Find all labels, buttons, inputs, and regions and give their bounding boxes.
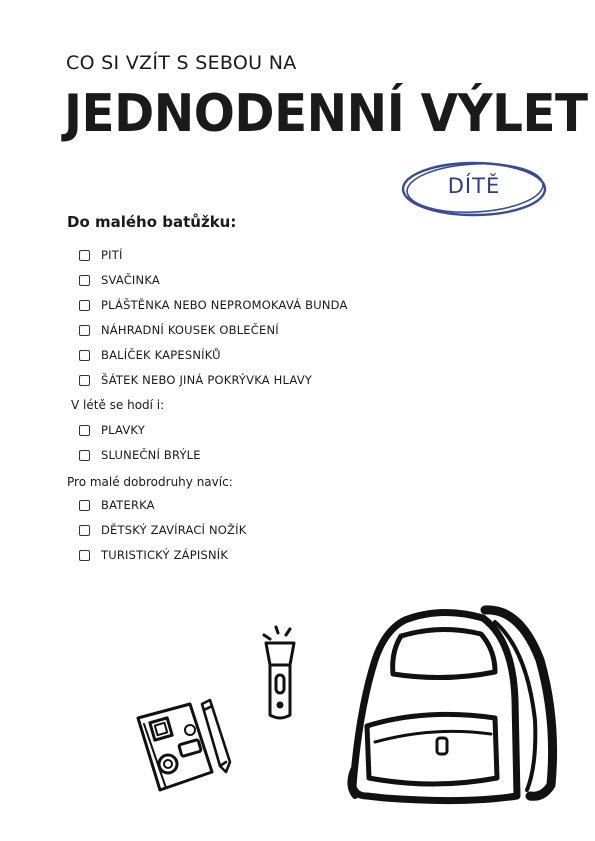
item-label: SVAČINKA [101, 273, 160, 287]
checkbox[interactable] [79, 325, 90, 336]
item-label: BATERKA [101, 498, 155, 512]
item-label: PLÁŠTĚNKA NEBO NEPROMOKAVÁ BUNDA [101, 298, 348, 312]
pencil-icon [196, 696, 236, 776]
checklist-item[interactable] [79, 497, 155, 513]
item-label: SLUNEČNÍ BRÝLE [101, 448, 201, 462]
section-heading-backpack: Do malého batůžku: [67, 213, 237, 231]
checklist-item[interactable] [79, 372, 312, 388]
checklist-item[interactable] [79, 422, 145, 438]
checkbox[interactable] [79, 450, 90, 461]
checkbox[interactable] [79, 350, 90, 361]
checkbox[interactable] [79, 300, 90, 311]
checklist-item[interactable] [79, 322, 279, 338]
page-subtitle: CO SI VZÍT S SEBOU NA [66, 52, 297, 74]
item-label: TURISTICKÝ ZÁPISNÍK [101, 548, 229, 562]
checkbox[interactable] [79, 550, 90, 561]
checkbox[interactable] [79, 275, 90, 286]
section-heading-adventurers: Pro malé dobrodruhy navíc: [67, 475, 233, 489]
item-label: NÁHRADNÍ KOUSEK OBLEČENÍ [101, 323, 279, 337]
section-heading-summer: V létě se hodí i: [71, 398, 165, 412]
flashlight-icon [256, 625, 304, 725]
checklist-item[interactable] [79, 272, 160, 288]
item-label: PITÍ [101, 248, 123, 262]
badge-label: DÍTĚ [447, 174, 501, 198]
checkbox[interactable] [79, 250, 90, 261]
checklist-item[interactable] [79, 522, 246, 538]
checkbox[interactable] [79, 425, 90, 436]
checklist-item[interactable] [79, 447, 201, 463]
item-label: DĚTSKÝ ZAVÍRACÍ NOŽÍK [101, 523, 247, 537]
audience-badge [398, 158, 550, 220]
checklist-item[interactable] [79, 347, 221, 363]
checkbox[interactable] [79, 525, 90, 536]
item-label: BALÍČEK KAPESNÍKŮ [101, 348, 221, 362]
checklist-item[interactable] [79, 297, 348, 313]
backpack-icon [345, 600, 565, 805]
checkbox[interactable] [79, 375, 90, 386]
checklist-item[interactable] [79, 547, 228, 563]
page-title: JEDNODENNÍ VÝLET [64, 84, 588, 144]
item-label: PLAVKY [101, 423, 145, 437]
item-label: ŠÁTEK NEBO JINÁ POKRÝVKA HLAVY [101, 373, 313, 387]
checklist-item[interactable] [79, 247, 123, 263]
checkbox[interactable] [79, 500, 90, 511]
